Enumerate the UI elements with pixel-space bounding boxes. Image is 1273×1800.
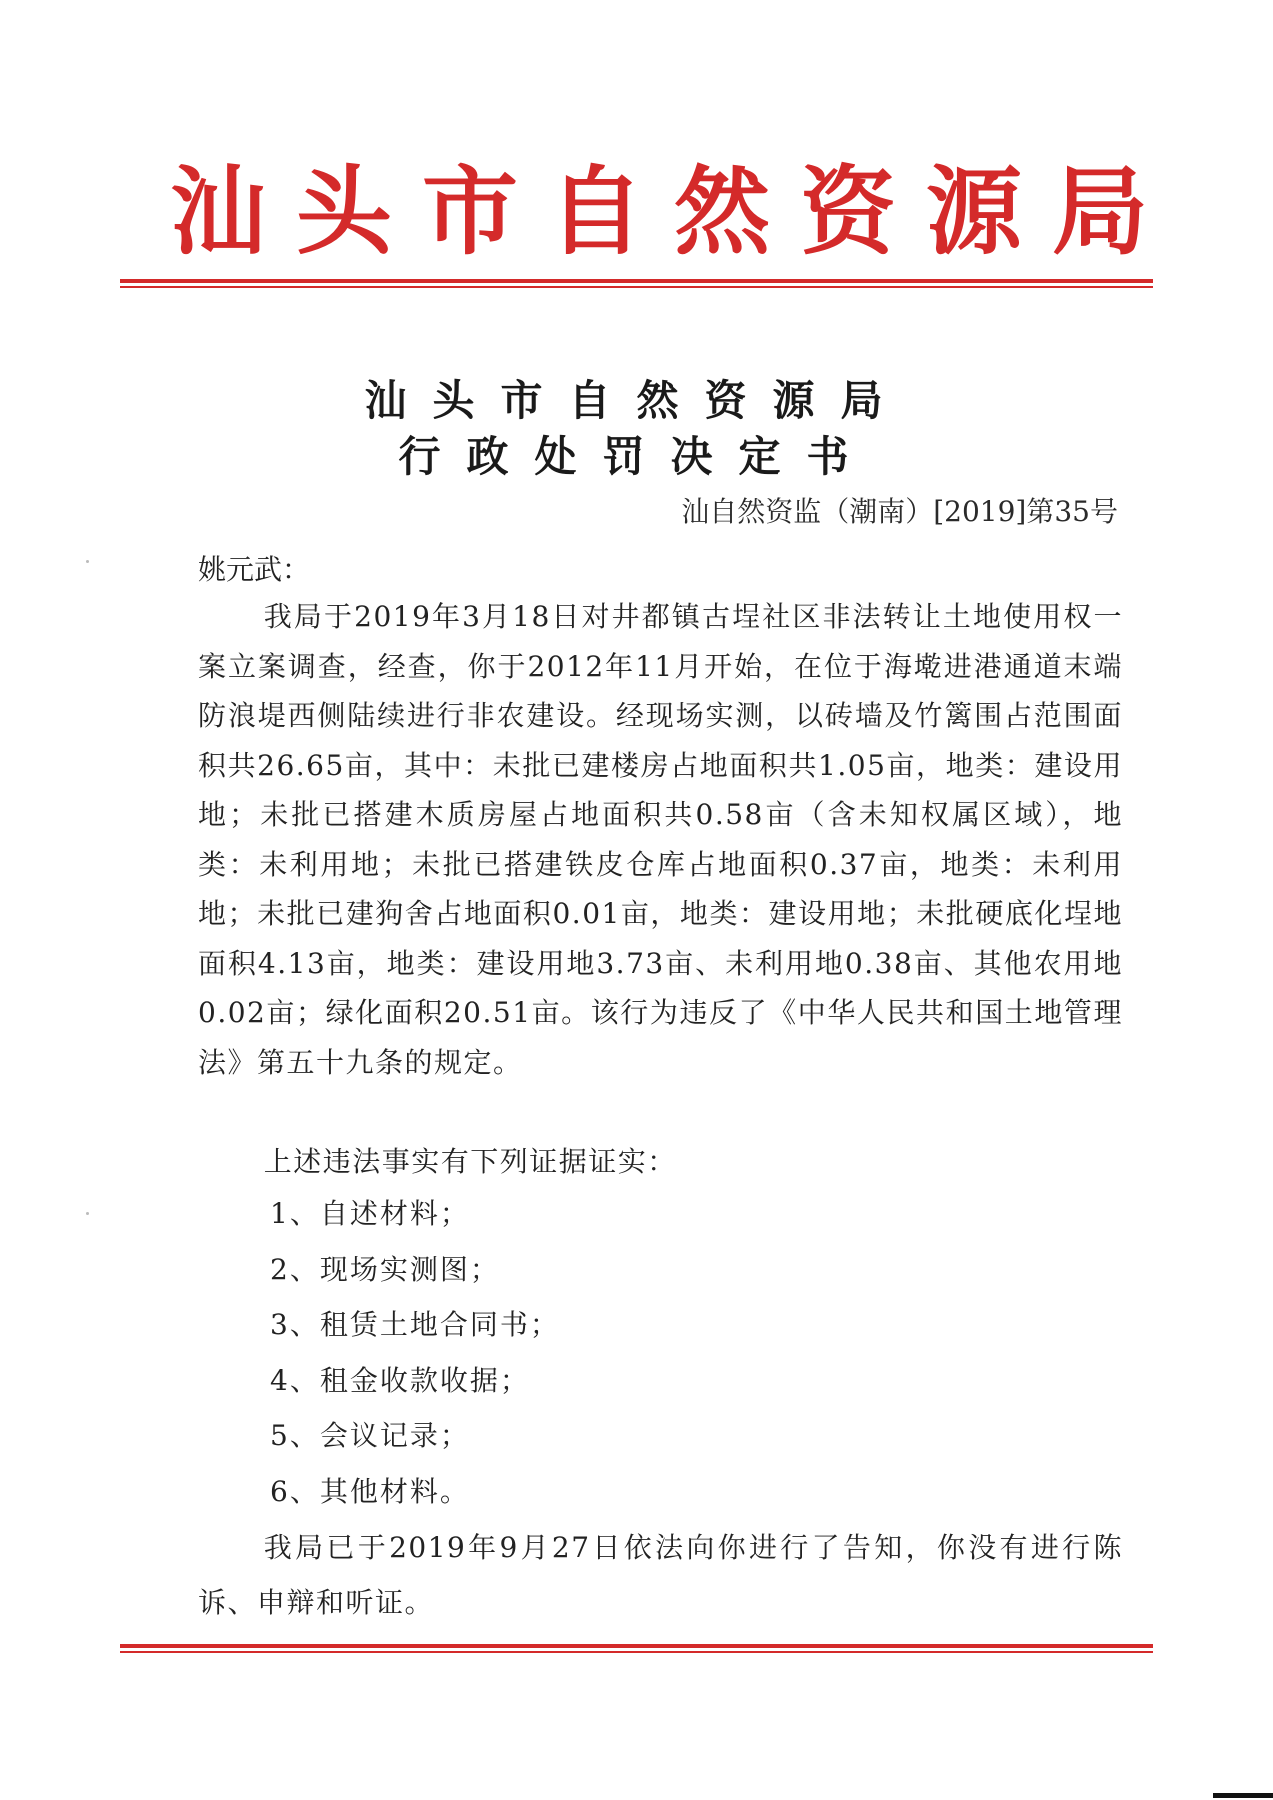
evidence-item: 2、现场实测图；	[270, 1252, 500, 1286]
page-corner-mark	[1213, 1793, 1273, 1798]
paragraph-facts-text: 我局于2019年3月18日对井都镇古埕社区非法转让土地使用权一案立案调查，经查，你于2012年11月开始，在位于海墘进港通道末端防浪堤西侧陆续进行非农建设。经现场实测，以砖墙及竹篱围占范围面积共26.65亩，其中：未批已建楼房占地面积共1.05亩，地类：建设用地；未批已搭建木质房屋占地面积共0.58亩（含未知权属区域），地类：未利用地；未批已搭建铁皮仓库占地面积0.37亩，地类：未利用地；未批已建狗舍占地面积0.01亩，地类：建设用地；未批硬底化埕地面积4.13亩，地类：建设用地3.73亩、未利用地0.38亩、其他农用地0.02亩；绿化面积20.51亩。该行为违反了《中华人民共和国土地管理法》第五十九条的规定。	[198, 600, 1123, 1079]
evidence-intro-block	[198, 1137, 1123, 1187]
evidence-item: 4、租金收款收据；	[270, 1363, 530, 1397]
evidence-item: 3、租赁土地合同书；	[270, 1308, 560, 1342]
document-title-line2: 行政处罚决定书	[398, 432, 875, 481]
header-rule-thin	[120, 286, 1153, 288]
footer-rule-thick	[120, 1644, 1153, 1648]
evidence-list	[270, 1192, 560, 1526]
scan-artifact	[86, 1212, 89, 1215]
evidence-item: 5、会议记录；	[270, 1419, 470, 1453]
paragraph-notice-text: 我局已于2019年9月27日依法向你进行了告知，你没有进行陈诉、申辩和听证。	[198, 1531, 1123, 1619]
evidence-intro: 上述违法事实有下列证据证实：	[263, 1145, 677, 1178]
agency-masthead: 汕头市自然资源局	[170, 155, 1178, 268]
document-title-line1: 汕头市自然资源局	[364, 376, 909, 425]
footer-rule-thin	[120, 1651, 1153, 1653]
document-number: 汕自然资监（潮南）[2019]第35号	[681, 495, 1118, 528]
evidence-item: 1、自述材料；	[270, 1197, 470, 1230]
scan-artifact	[86, 560, 89, 563]
addressee: 姚元武：	[198, 553, 311, 586]
paragraph-facts	[198, 592, 1123, 1087]
paragraph-notice	[198, 1520, 1123, 1630]
header-rule-thick	[120, 279, 1153, 283]
evidence-item: 6、其他材料。	[270, 1474, 470, 1508]
